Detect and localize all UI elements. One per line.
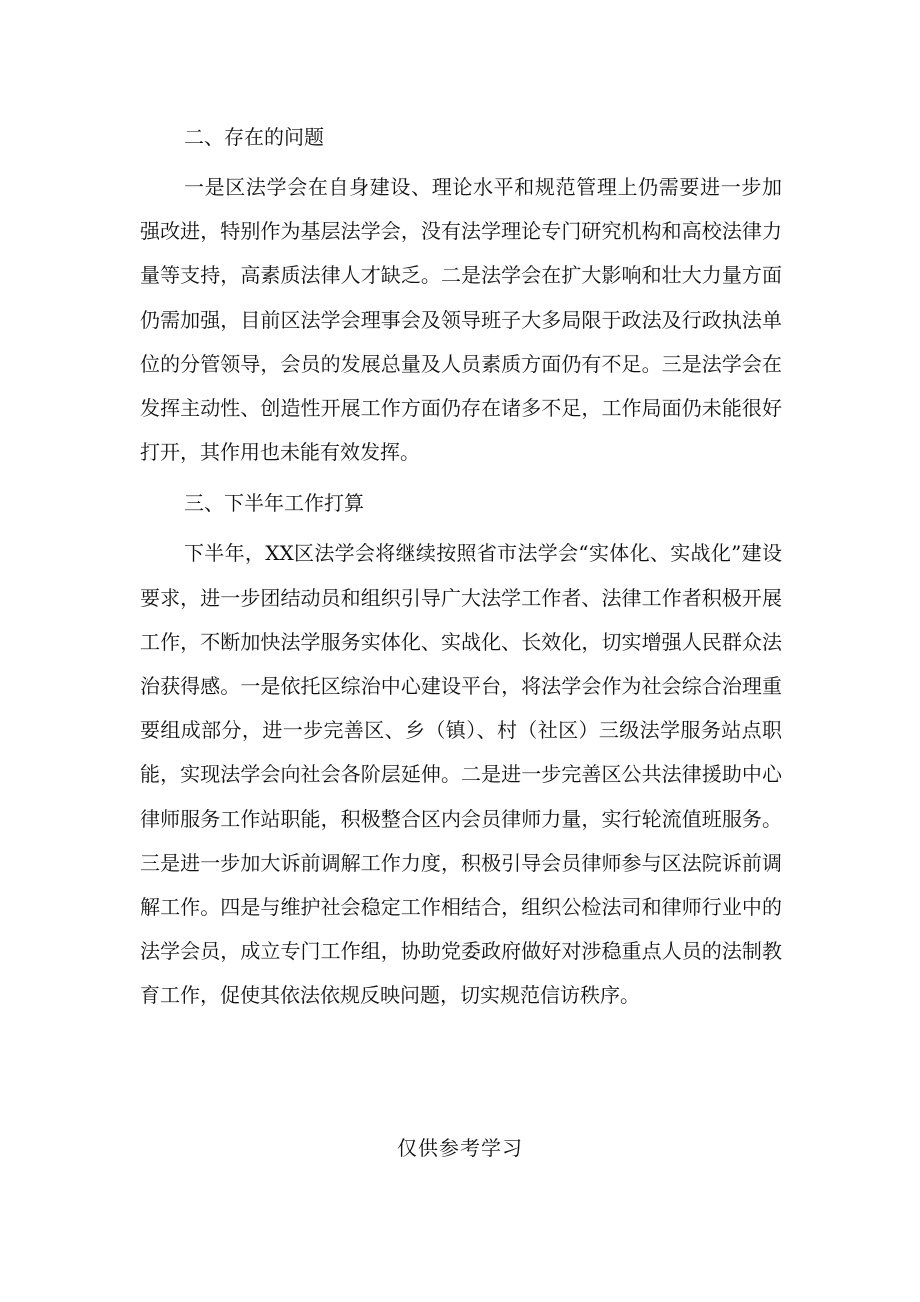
paragraph-problems: 一是区法学会在自身建设、理论水平和规范管理上仍需要进一步加强改进，特别作为基层法学会，没有法学理论专门研究机构和高校法律力量等支持，高素质法律人才缺乏。二是法学会在扩大影响和壮大力量方面仍需加强，目前区法学会理事会及领导班子大多局限于政法及行政执法单位的分管领导，会员的发展总量及人员素质方面仍有不足。三是法学会在发挥主动性、创造性开展工作方面仍存在诸多不足，工作局面仍未能很好打开，其作用也未能有效发挥。 bbox=[140, 175, 782, 465]
document-body bbox=[140, 116, 782, 1026]
section-heading-plans: 三、下半年工作打算 bbox=[184, 491, 364, 516]
paragraph-plans: 下半年，XX区法学会将继续按照省市法学会“实体化、实战化”建设要求，进一步团结动员和组织引导广大法学工作者、法律工作者积极开展工作，不断加快法学服务实体化、实战化、长效化，切实增强人民群众法治获得感。一是依托区综治中心建设平台，将法学会作为社会综合治理重要组成部分，进一步完善区、乡（镇）、村（社区）三级法学服务站点职能，实现法学会向社会各阶层延伸。二是进一步完善区公共法律援助中心律师服务工作站职能，积极整合区内会员律师力量，实行轮流值班服务。三是进一步加大诉前调解工作力度，积极引导会员律师参与区法院诉前调解工作。四是与维护社会稳定工作相结合，组织公检法司和律师行业中的法学会员，成立专门工作组，协助党委政府做好对涉稳重点人员的法制教育工作，促使其依法依规反映问题，切实规范信访秩序。 bbox=[140, 541, 782, 1008]
footer-note: 仅供参考学习 bbox=[397, 1136, 523, 1160]
section-heading-problems: 二、存在的问题 bbox=[184, 125, 324, 149]
